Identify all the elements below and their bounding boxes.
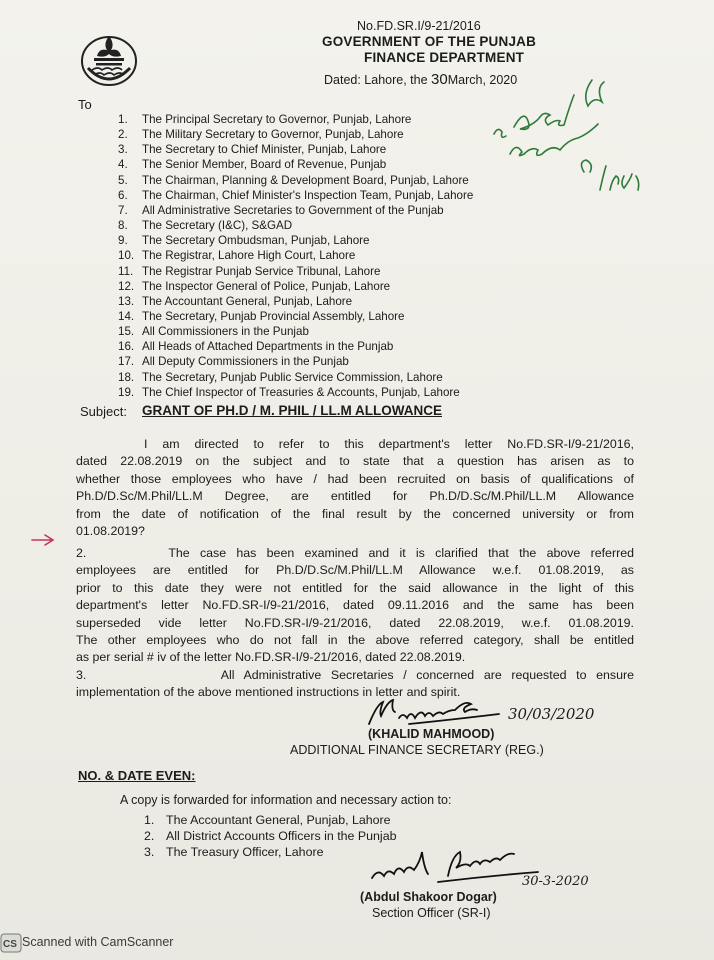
- addressee-text: The Principal Secretary to Governor, Punjab, Lahore: [142, 113, 412, 126]
- addressee-text: The Chief Inspector of Treasuries & Accounts, Punjab, Lahore: [142, 385, 460, 399]
- addressee-text: The Accountant General, Punjab, Lahore: [142, 294, 353, 308]
- body-line: 2. The case has been examined and it is clarified that the above referred: [76, 546, 634, 560]
- addressee-item: [118, 143, 386, 156]
- addressee-text: The Secretary to Chief Minister, Punjab, Lahore: [142, 143, 387, 157]
- copy-number: 1.: [144, 813, 155, 827]
- addressee-item: [118, 325, 309, 338]
- body-line: The other employees who do not fall in the above referred category, shall be entitled: [76, 633, 634, 647]
- addressee-item: [118, 295, 352, 308]
- copy-item: [144, 813, 391, 827]
- department-heading: FINANCE DEPARTMENT: [364, 50, 525, 65]
- signature-date-1: 30/03/2020: [508, 705, 595, 723]
- copy-text: The Treasury Officer, Lahore: [166, 845, 324, 859]
- letter-number: No.FD.SR.I/9-21/2016: [357, 19, 481, 33]
- addressee-item: [118, 249, 355, 262]
- addressee-item: [118, 371, 443, 384]
- addressee-number: 5.: [118, 173, 128, 187]
- addressee-number: 16.: [118, 340, 135, 354]
- addressee-item: [118, 113, 411, 126]
- addressee-text: The Chairman, Planning & Development Board, Punjab, Lahore: [142, 173, 469, 187]
- government-heading: GOVERNMENT OF THE PUNJAB: [322, 34, 537, 49]
- addressee-text: The Chairman, Chief Minister's Inspection Team, Punjab, Lahore: [142, 188, 474, 202]
- addressee-item: [118, 158, 386, 171]
- addressee-number: 4.: [118, 158, 128, 172]
- addressee-number: 17.: [118, 355, 135, 369]
- addressee-text: The Registrar, Lahore High Court, Lahore: [142, 249, 356, 263]
- addressee-number: 9.: [118, 234, 128, 248]
- addressee-item: [118, 310, 405, 323]
- addressee-number: 14.: [118, 309, 135, 323]
- addressee-item: [118, 204, 444, 217]
- signatory-2-designation: Section Officer (SR-I): [372, 906, 491, 920]
- addressee-text: All Deputy Commissioners in the Punjab: [142, 355, 349, 369]
- addressee-number: 12.: [118, 279, 135, 293]
- addressee-number: 13.: [118, 294, 135, 308]
- handwritten-green-note: [484, 72, 654, 202]
- copy-text: The Accountant General, Punjab, Lahore: [166, 813, 391, 827]
- addressee-number: 19.: [118, 385, 135, 399]
- scanner-watermark: Scanned with CamScanner: [22, 935, 174, 949]
- addressee-text: The Secretary (I&C), S&GAD: [142, 219, 293, 233]
- addressee-number: 10.: [118, 249, 135, 263]
- body-line: employees are entitled for Ph.D/D.Sc/M.Phil/LL.M Allowance w.e.f. 01.08.2019, as: [76, 563, 634, 578]
- date-suffix: March, 2020: [447, 73, 518, 87]
- body-line: Ph.D/D.Sc/M.Phil/LL.M Degree, are entitled for Ph.D/D.Sc/M.Phil/LL.M Allowance: [76, 489, 634, 504]
- signatory-1-name: (KHALID MAHMOOD): [368, 727, 495, 741]
- addressee-number: 6.: [118, 188, 128, 202]
- red-arrow-icon: [30, 533, 56, 547]
- addressee-item: [118, 355, 349, 368]
- addressee-text: The Secretary, Punjab Public Service Commission, Lahore: [142, 370, 443, 384]
- signatory-1-designation: ADDITIONAL FINANCE SECRETARY (REG.): [290, 743, 544, 757]
- body-line: superseded vide letter No.FD.SR-I/9-21/2016, dated 22.08.2019, w.e.f. 01.08.2019.: [76, 615, 634, 630]
- body-line: implementation of the above mentioned instructions in letter and spirit.: [76, 685, 461, 700]
- signatory-2-name: (Abdul Shakoor Dogar): [360, 890, 497, 904]
- body-line: dated 22.08.2019 on the subject and to state that a question has arisen as to: [76, 454, 634, 469]
- copy-number: 3.: [144, 845, 155, 859]
- body-line: department's letter No.FD.SR-I/9-21/2016, dated 09.11.2016 and the same has been: [76, 598, 634, 613]
- addressee-number: 15.: [118, 325, 135, 339]
- addressee-number: 1.: [118, 113, 128, 126]
- addressee-text: The Secretary, Punjab Provincial Assembly, Lahore: [142, 309, 405, 323]
- addressee-number: 7.: [118, 203, 128, 217]
- camscanner-logo-icon: [0, 933, 22, 953]
- addressee-text: The Senior Member, Board of Revenue, Punjab: [142, 158, 387, 172]
- to-label: To: [78, 97, 92, 112]
- addressee-number: 18.: [118, 370, 135, 384]
- svg-text:CS: CS: [3, 939, 17, 950]
- body-line: as per serial # iv of the letter No.FD.SR-I/9-21/2016, dated 22.08.2019.: [76, 650, 466, 665]
- subject-label: Subject:: [80, 404, 127, 419]
- addressee-item: [118, 219, 292, 232]
- addressee-number: 3.: [118, 143, 128, 157]
- copy-number: 2.: [144, 829, 155, 843]
- addressee-item: [118, 340, 393, 353]
- addressee-item: [118, 174, 469, 187]
- subject-title: GRANT OF PH.D / M. PHIL / LL.M ALLOWANCE: [142, 403, 442, 418]
- date-prefix: Dated: Lahore, the: [324, 73, 432, 87]
- body-line: 3. All Administrative Secretaries / concerned are requested to ensure: [76, 668, 634, 682]
- copy-forwarded-text: A copy is forwarded for information and necessary action to:: [120, 793, 452, 807]
- addressee-text: All Heads of Attached Departments in the Punjab: [142, 340, 394, 354]
- copy-text: All District Accounts Officers in the Punjab: [166, 829, 397, 843]
- signature-date-2: 30-3-2020: [522, 874, 589, 889]
- no-date-even-heading: NO. & DATE EVEN:: [78, 768, 196, 783]
- body-line: from the date of notification of the final result by the concerned university or from: [76, 506, 634, 521]
- addressee-item: [118, 265, 380, 278]
- addressee-text: The Secretary Ombudsman, Punjab, Lahore: [142, 234, 370, 248]
- addressee-number: 8.: [118, 219, 128, 233]
- body-line: 01.08.2019?: [76, 524, 145, 538]
- addressee-text: All Administrative Secretaries to Government of the Punjab: [142, 203, 444, 217]
- addressee-item: [118, 189, 473, 202]
- body-line: I am directed to refer to this department's letter No.FD.SR-I/9-21/2016,: [144, 437, 634, 451]
- addressee-number: 2.: [118, 128, 128, 142]
- addressee-item: [118, 280, 390, 293]
- addressee-number: 11.: [118, 264, 134, 278]
- date-day: 30: [431, 71, 448, 88]
- addressee-item: [118, 234, 370, 247]
- addressee-text: The Registrar Punjab Service Tribunal, Lahore: [142, 264, 381, 278]
- addressee-text: All Commissioners in the Punjab: [142, 325, 309, 339]
- addressee-text: The Military Secretary to Governor, Punjab, Lahore: [142, 128, 404, 142]
- body-line: prior to this date they were not entitled for the said allowance in the light of this: [76, 580, 634, 595]
- body-line: whether those employees who have / had been recruited on basis of qualifications of: [76, 471, 634, 486]
- addressee-item: [118, 128, 404, 141]
- addressee-item: [118, 386, 460, 399]
- addressee-text: The Inspector General of Police, Punjab, Lahore: [142, 279, 391, 293]
- punjab-government-emblem-icon: [78, 28, 140, 88]
- copy-item: [144, 845, 323, 859]
- copy-item: [144, 829, 396, 843]
